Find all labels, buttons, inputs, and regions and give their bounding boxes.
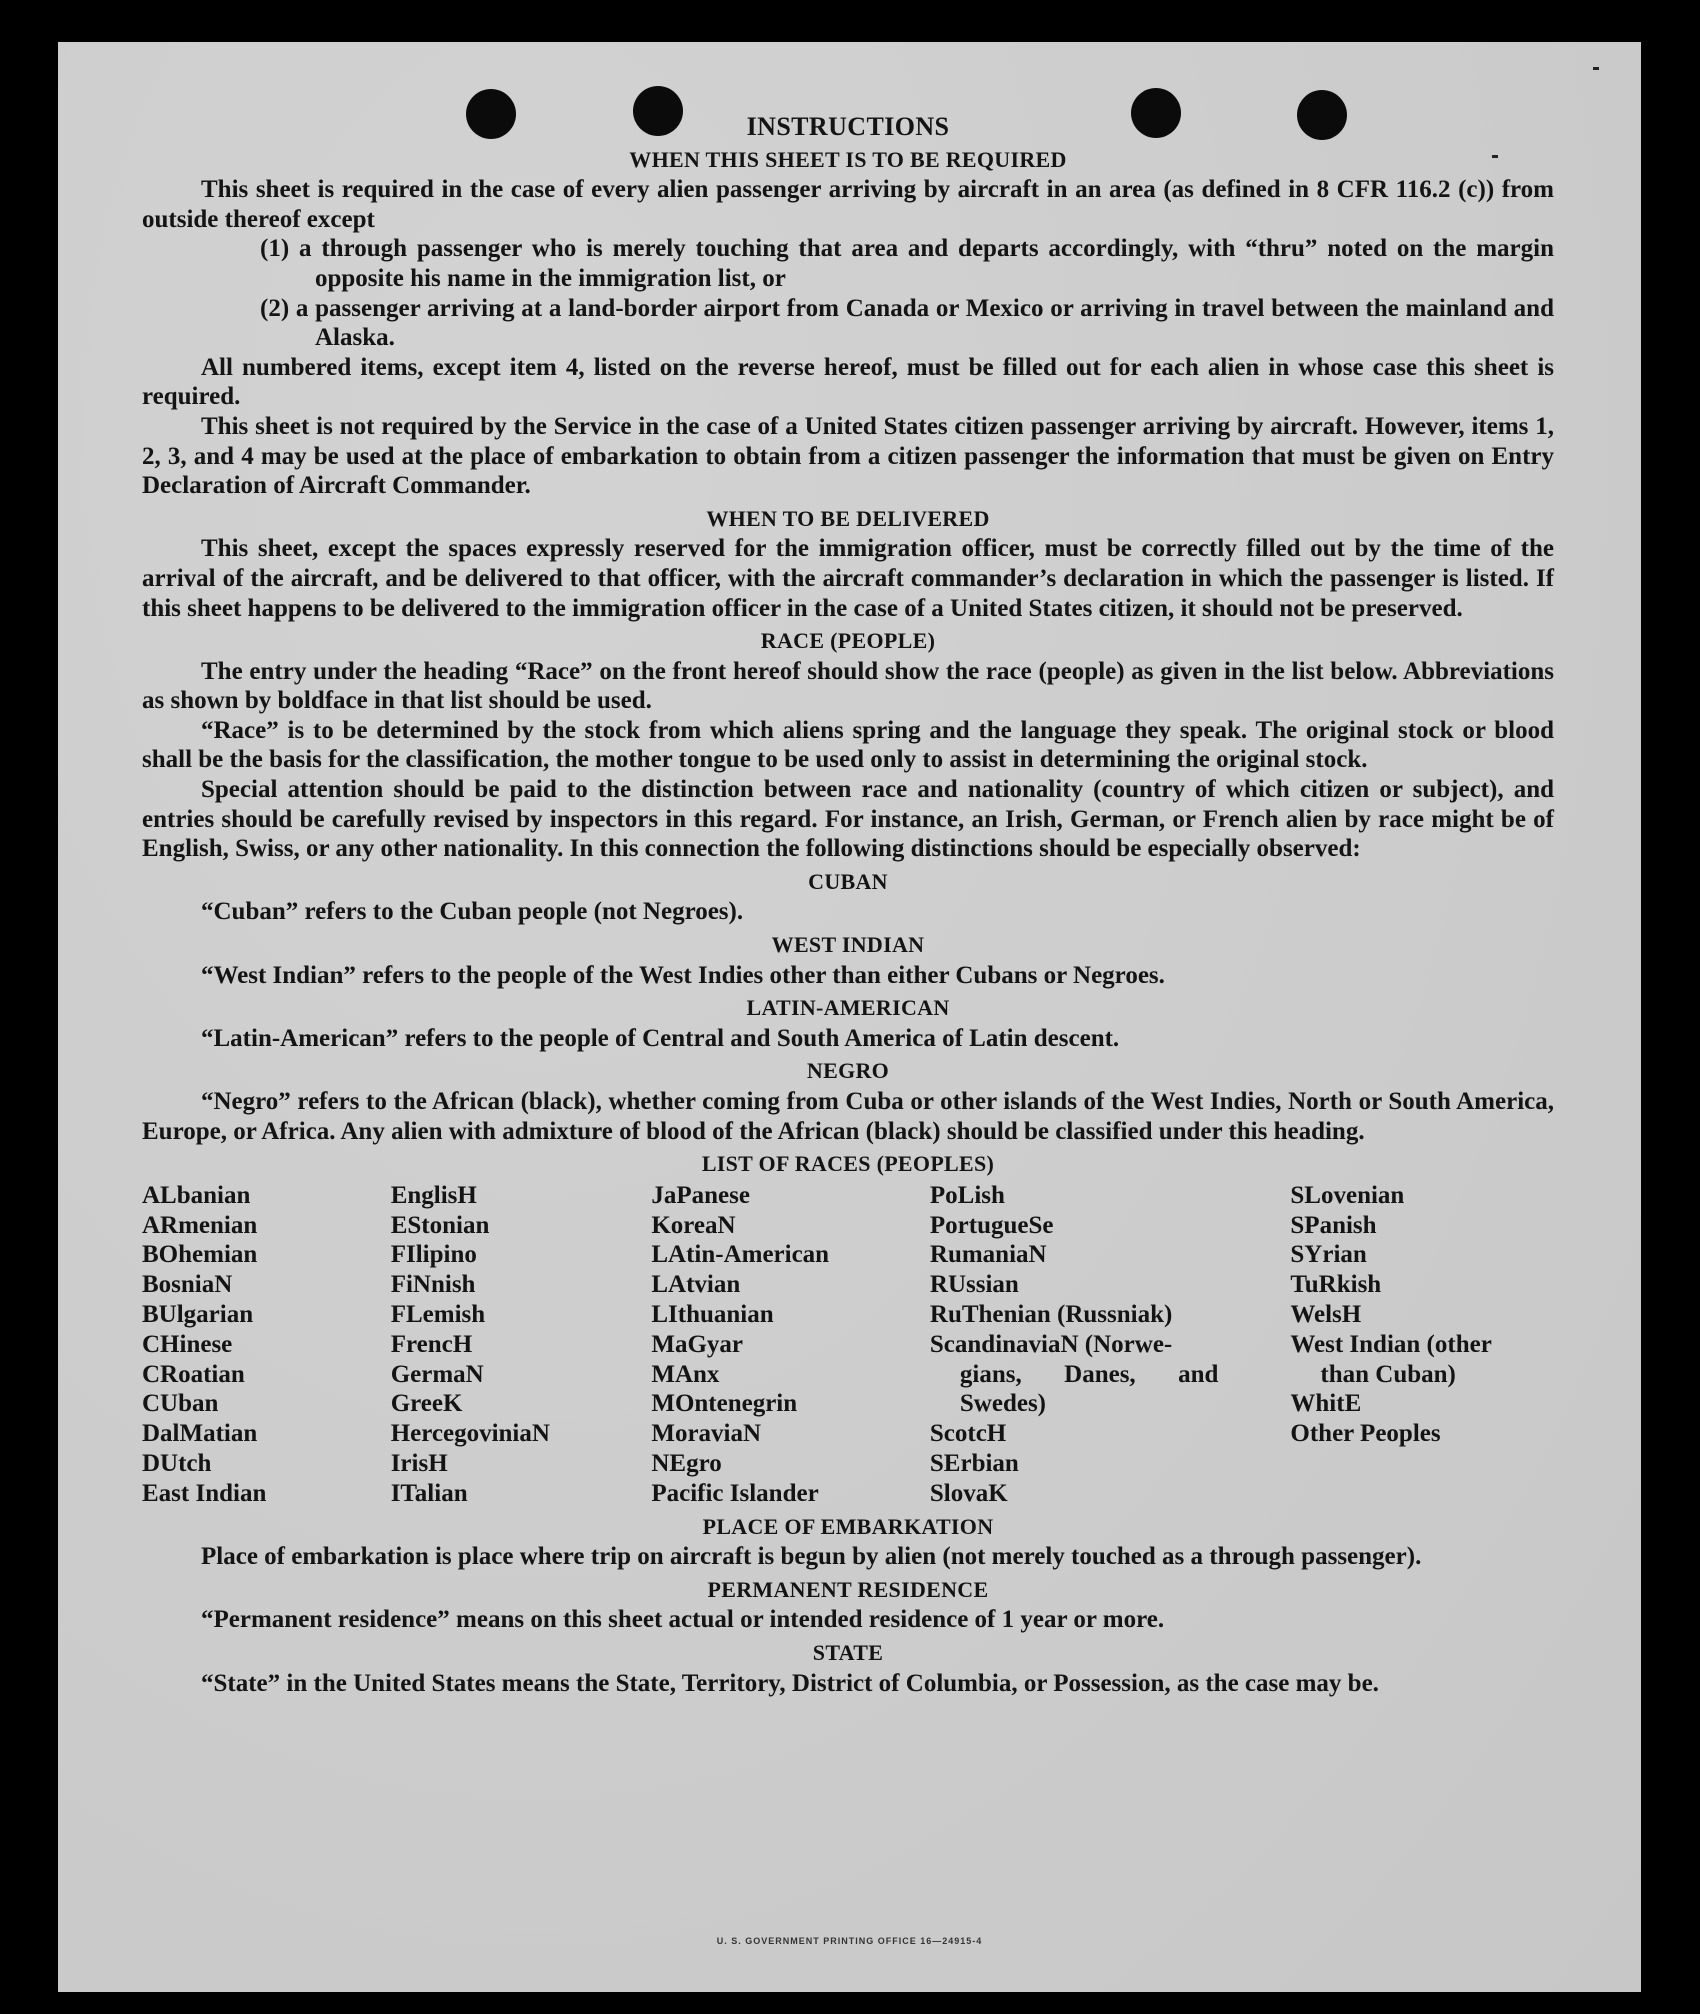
race-item-continued: gians, Danes, and xyxy=(959,1360,1219,1388)
heading-latin-american: LATIN-AMERICAN xyxy=(746,995,950,1021)
paragraph: “Race” is to be determined by the stock from which aliens spring and the language they speak. The original stock or blood shall be the basis for the classification, the mother tongue to be used only to assist in determining the original stock. xyxy=(142,716,1554,774)
race-item: DUtch xyxy=(142,1449,212,1477)
heading-west-indian: WEST INDIAN xyxy=(771,932,925,958)
race-item: LAtin-American xyxy=(651,1241,830,1269)
race-item-continued: Swedes) xyxy=(959,1390,1046,1418)
paragraph: “Permanent residence” means on this sheet actual or intended residence of 1 year or more. xyxy=(201,1606,1165,1634)
race-item: SYrian xyxy=(1290,1241,1367,1269)
document-page xyxy=(58,42,1641,1992)
race-item: West Indian (other xyxy=(1290,1330,1492,1358)
race-item: ScandinaviaN (Norwe- xyxy=(929,1330,1173,1358)
instructions-body xyxy=(142,112,1554,1698)
list-item: (1) a through passenger who is merely touching that area and departs accordingly, with “thru” noted on the margin opposite his name in the immigration list, or xyxy=(260,235,1554,292)
printer-imprint: U. S. GOVERNMENT PRINTING OFFICE 16—24915-4 xyxy=(716,1936,983,1946)
race-column xyxy=(1290,1181,1554,1509)
race-list xyxy=(142,1181,1554,1509)
race-column xyxy=(142,1181,391,1509)
race-column xyxy=(391,1181,652,1509)
race-item: RuThenian (Russniak) xyxy=(929,1300,1173,1328)
race-item: SLovenian xyxy=(1290,1181,1405,1209)
page-title: INSTRUCTIONS xyxy=(746,112,950,141)
paragraph: Place of embarkation is place where trip on aircraft is begun by alien (not merely touched as a through passenger). xyxy=(201,1543,1422,1571)
race-item: GreeK xyxy=(390,1390,463,1418)
race-item: BUlgarian xyxy=(142,1300,254,1328)
heading-race: RACE (PEOPLE) xyxy=(760,628,936,654)
race-item: JaPanese xyxy=(651,1181,750,1209)
race-item: RUssian xyxy=(929,1271,1019,1299)
race-item: FrencH xyxy=(390,1330,473,1358)
speck xyxy=(1593,67,1599,70)
race-item: LIthuanian xyxy=(651,1300,774,1328)
paragraph: This sheet is not required by the Service in the case of a United States citizen passenger arriving by aircraft. However, items 1, 2, 3, and 4 may be used at the place of embarkation to obtain from a citizen passenger the information that must be given on Entry Declaration of Aircraft Commander. xyxy=(142,412,1554,500)
paragraph: This sheet, except the spaces expressly reserved for the immigration officer, must be correctly filled out by the time of the arrival of the aircraft, and be delivered to that officer, with the aircraft commander’s declaration in which the passenger is listed. If this sheet happens to be delivered to the immigration officer in the case of a United States citizen, it should not be preserved. xyxy=(142,535,1554,622)
heading-when-required: WHEN THIS SHEET IS TO BE REQUIRED xyxy=(629,146,1067,172)
race-item: BOhemian xyxy=(142,1241,258,1269)
race-item: MoraviaN xyxy=(651,1420,762,1448)
list-item: (2) a passenger arriving at a land-border airport from Canada or Mexico or arriving in travel between the mainland and Alaska. xyxy=(260,294,1554,352)
race-column xyxy=(651,1181,930,1509)
race-item: KoreaN xyxy=(651,1211,736,1239)
race-item: CUban xyxy=(142,1390,219,1418)
race-item: HercegoviniaN xyxy=(390,1420,550,1448)
heading-cuban: CUBAN xyxy=(808,868,888,894)
race-column xyxy=(930,1181,1219,1509)
race-item: SPanish xyxy=(1290,1211,1377,1239)
heading-permanent-residence: PERMANENT RESIDENCE xyxy=(707,1576,989,1602)
race-item: PoLish xyxy=(929,1181,1005,1209)
race-item: RumaniaN xyxy=(929,1241,1047,1269)
paragraph: Special attention should be paid to the distinction between race and nationality (country of which citizen or subject), and entries should be carefully revised by inspectors in this regard. For instance, an Irish, German, or French alien by race might be of English, Swiss, or any other nationality. In this connection the following distinctions should be especially observed: xyxy=(142,776,1554,863)
race-item: FIlipino xyxy=(390,1241,477,1269)
race-item: CHinese xyxy=(142,1330,233,1358)
race-item: WhitE xyxy=(1290,1390,1362,1418)
race-item: East Indian xyxy=(142,1479,267,1507)
heading-list-of-races: LIST OF RACES (PEOPLES) xyxy=(701,1151,995,1177)
race-item: MaGyar xyxy=(651,1330,743,1358)
paragraph: This sheet is required in the case of every alien passenger arriving by aircraft in an area (as defined in 8 CFR 116.2 (c)) from outside thereof except xyxy=(142,176,1554,233)
race-item: FiNnish xyxy=(390,1271,476,1299)
paragraph: “West Indian” refers to the people of the West Indies other than either Cubans or Negroes. xyxy=(201,961,1165,989)
heading-embarkation: PLACE OF EMBARKATION xyxy=(702,1513,994,1539)
paragraph: “State” in the United States means the State, Territory, District of Columbia, or Possession, as the case may be. xyxy=(201,1669,1379,1697)
race-item: TuRkish xyxy=(1290,1271,1382,1299)
race-item: PortugueSe xyxy=(929,1211,1054,1239)
race-item: WelsH xyxy=(1290,1300,1362,1328)
race-item: SlovaK xyxy=(929,1479,1008,1507)
race-item: MOntenegrin xyxy=(651,1390,798,1418)
race-item: Other Peoples xyxy=(1290,1420,1441,1448)
race-item: EStonian xyxy=(390,1211,490,1239)
race-item: ScotcH xyxy=(929,1420,1007,1448)
paragraph: The entry under the heading “Race” on the front hereof should show the race (people) as given in the list below. Abbreviations as shown by boldface in that list should be used. xyxy=(142,657,1554,715)
heading-negro: NEGRO xyxy=(806,1058,890,1084)
race-item: Pacific Islander xyxy=(651,1479,819,1507)
heading-state: STATE xyxy=(812,1639,884,1665)
race-item: ALbanian xyxy=(142,1181,251,1209)
race-item: EnglisH xyxy=(390,1181,477,1209)
race-item: SErbian xyxy=(929,1449,1019,1477)
race-item: DalMatian xyxy=(142,1420,258,1448)
paragraph: “Latin-American” refers to the people of Central and South America of Latin descent. xyxy=(201,1024,1120,1052)
heading-when-delivered: WHEN TO BE DELIVERED xyxy=(706,505,990,531)
race-item: BosniaN xyxy=(142,1271,233,1299)
race-item: IrisH xyxy=(390,1449,448,1477)
paragraph: “Cuban” refers to the Cuban people (not Negroes). xyxy=(201,898,744,926)
race-item: ITalian xyxy=(390,1479,468,1507)
race-item: ARmenian xyxy=(142,1211,258,1239)
race-item: LAtvian xyxy=(651,1271,741,1299)
race-item: FLemish xyxy=(390,1300,486,1328)
paragraph: All numbered items, except item 4, listed on the reverse hereof, must be filled out for each alien in whose case this sheet is required. xyxy=(142,353,1554,411)
race-item: MAnx xyxy=(651,1360,720,1388)
race-item: NEgro xyxy=(651,1449,722,1477)
race-item: CRoatian xyxy=(142,1360,245,1388)
paragraph: “Negro” refers to the African (black), whether coming from Cuba or other islands of the West Indies, North or South America, Europe, or Africa. Any alien with admixture of blood of the African (black) should be classified under this heading. xyxy=(142,1088,1554,1145)
race-item-continued: than Cuban) xyxy=(1320,1360,1456,1388)
race-item: GermaN xyxy=(390,1360,484,1388)
